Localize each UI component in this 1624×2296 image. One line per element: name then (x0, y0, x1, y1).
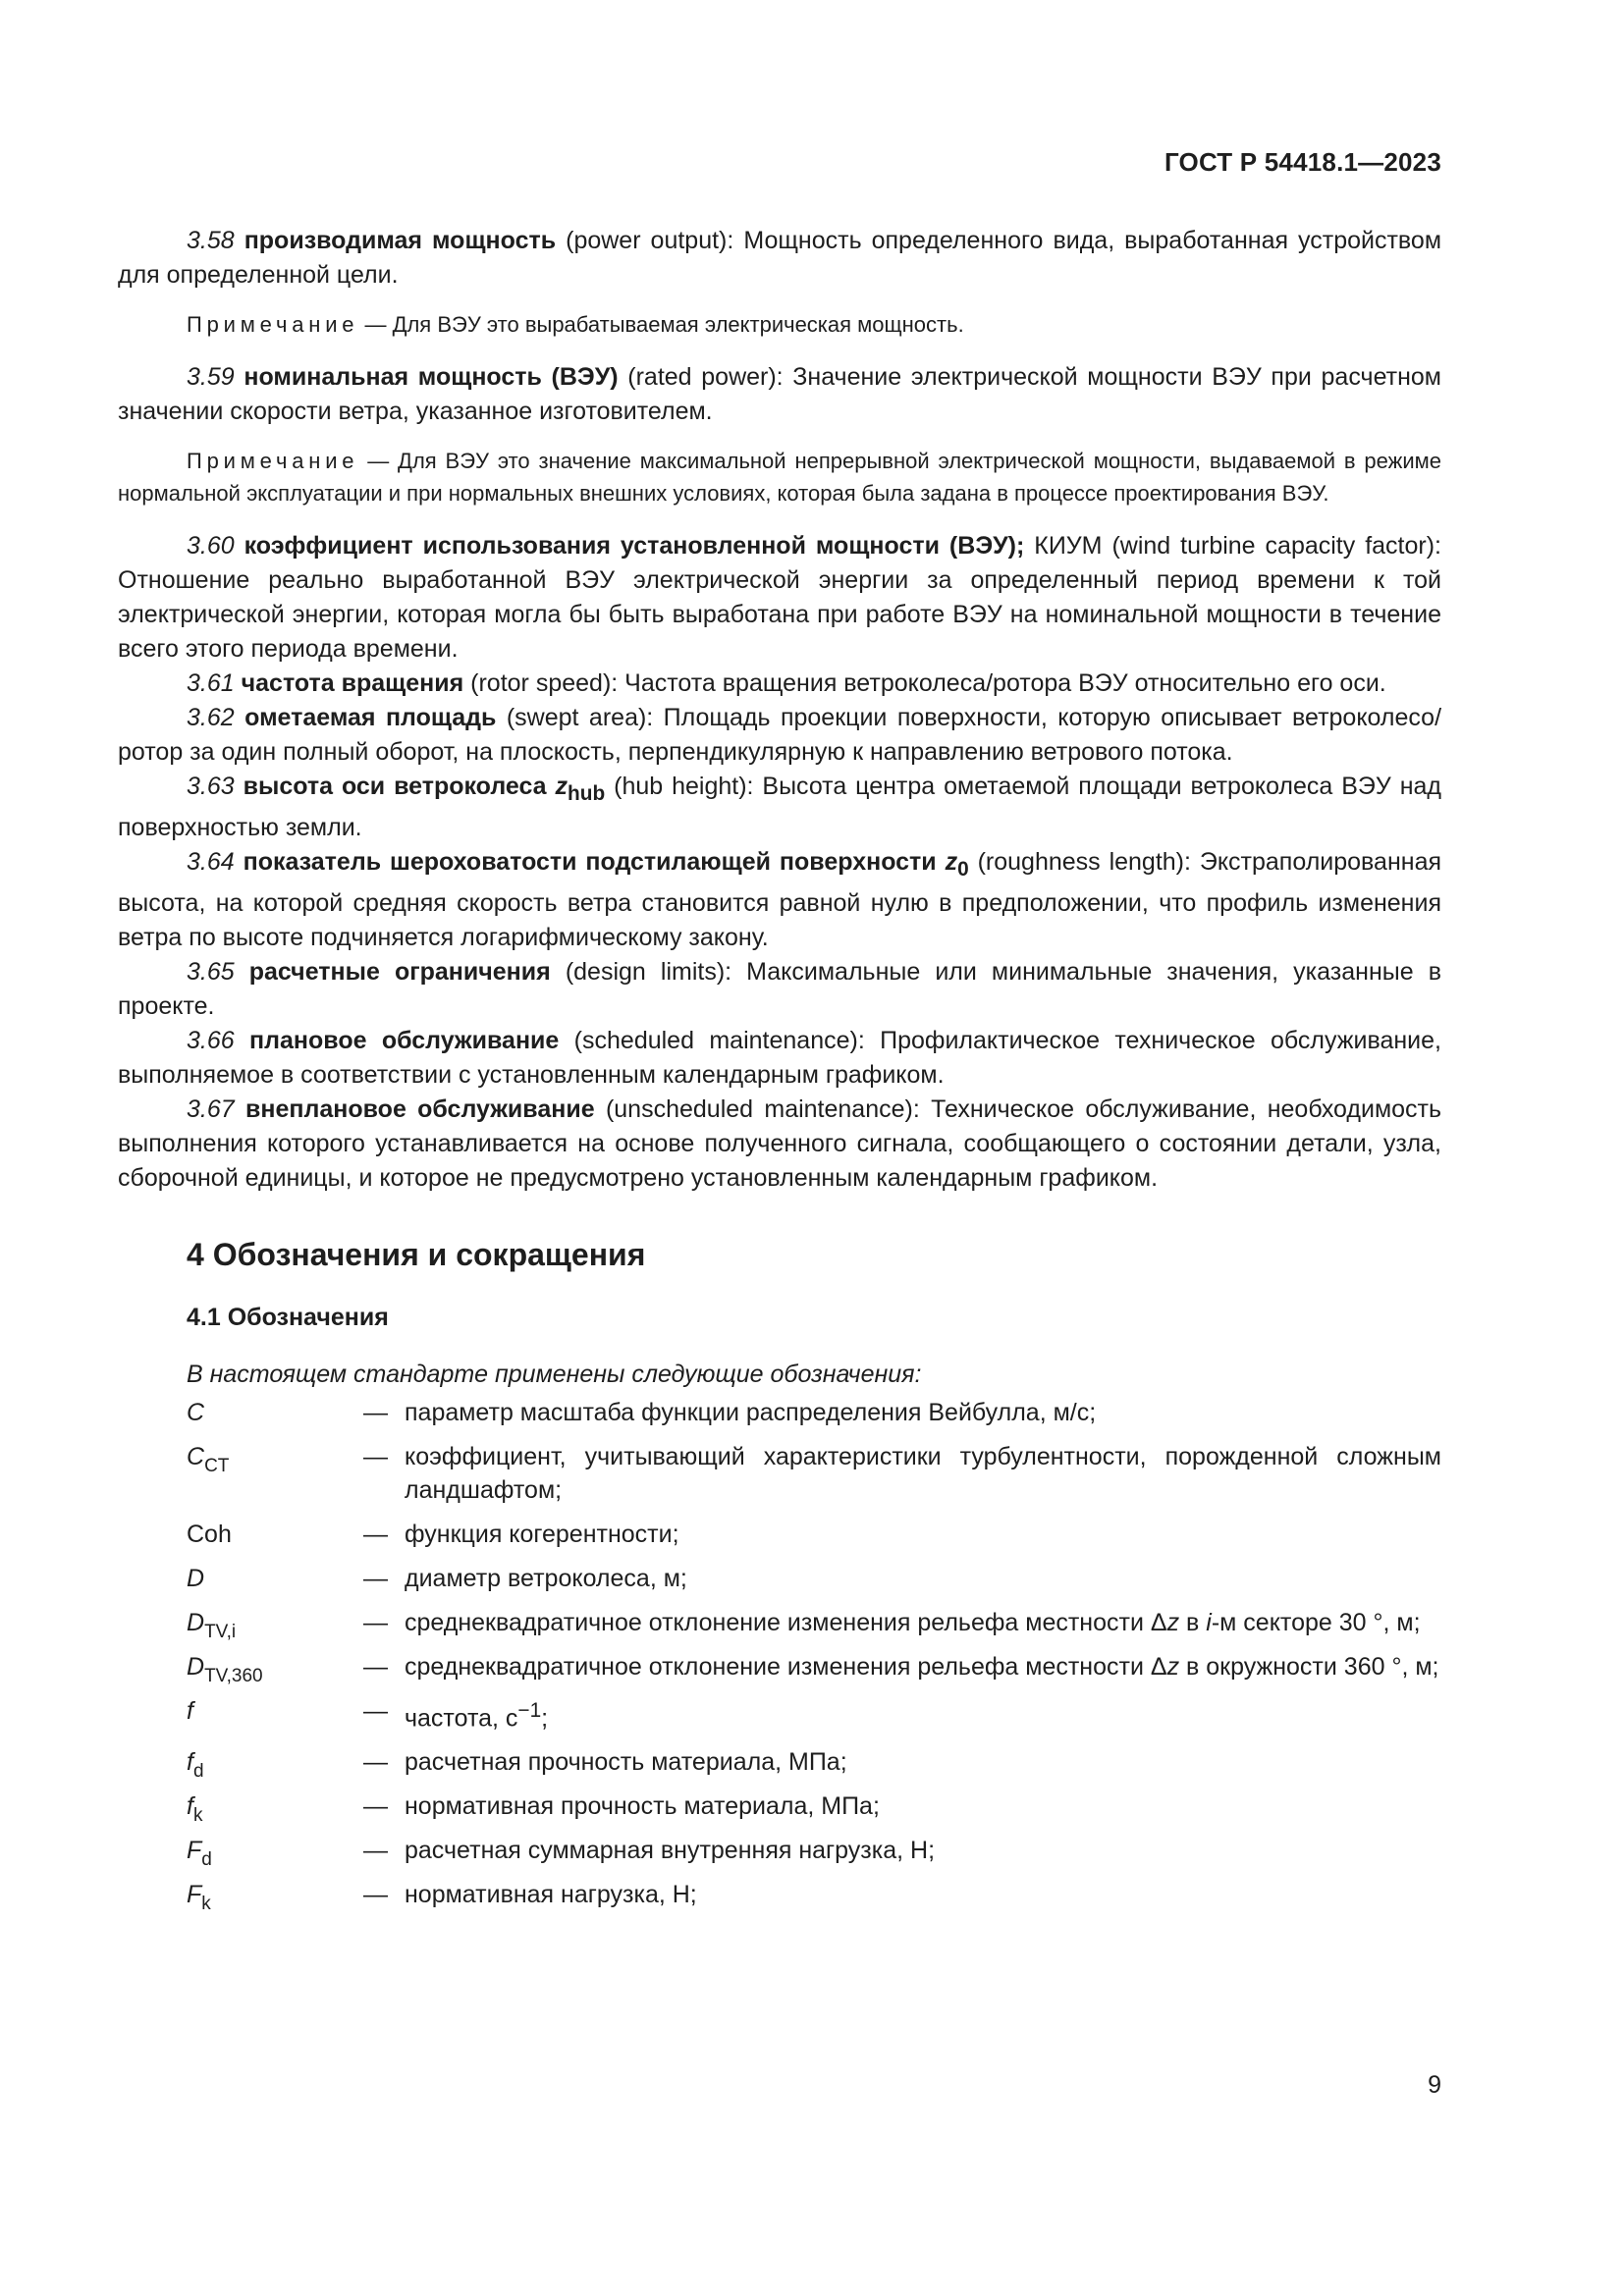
symbol-description: нормативная нагрузка, Н; (405, 1881, 697, 1909)
desc-variable: i (1206, 1609, 1212, 1636)
symbol-subscript: d (192, 1761, 204, 1783)
term-definition: (rotor speed): Частота вращения ветроколеса/ротора ВЭУ относительно его оси. (463, 669, 1386, 697)
term-symbol: z (945, 848, 958, 876)
term-name: производимая мощность (244, 227, 557, 254)
document-id-header: ГОСТ Р 54418.1—2023 (1164, 147, 1441, 177)
symbol (118, 1878, 363, 1915)
dash: — (363, 1521, 388, 1548)
symbol (118, 1518, 363, 1551)
symbol-row (118, 1562, 1441, 1595)
dash: — (363, 1565, 388, 1592)
term-definition: (scheduled maintenance): Профилактическое техническое обслуживание, выполняемое в соответствии с установленным календарным графиком. (118, 1027, 1441, 1089)
symbol-row (118, 1440, 1441, 1507)
symbol-subscript: d (201, 1849, 212, 1871)
symbol-description (405, 1694, 1441, 1735)
symbol-base: D (187, 1609, 205, 1636)
symbol-subscript: TV,360 (204, 1666, 263, 1686)
dash: — (363, 1792, 388, 1821)
dash: — (363, 1443, 388, 1470)
term-3-62 (118, 701, 1441, 770)
desc-text: частота, с (405, 1704, 518, 1733)
symbol-base: F (187, 1881, 202, 1909)
symbol-base: f (187, 1748, 193, 1777)
symbol-row (118, 1396, 1441, 1429)
symbol (118, 1834, 363, 1871)
symbol-row (118, 1878, 1441, 1915)
symbols-list (118, 1396, 1441, 1915)
term-3-66 (118, 1024, 1441, 1093)
note-3-58 (118, 308, 1441, 341)
term-number: 3.62 (187, 704, 235, 731)
dash: — (363, 1609, 388, 1636)
term-definition: (roughness length): Экстраполированная высота, на которой средняя скорость ветра становится равной нулю в предположении, что профиль изменения ветра по высоте подчиняется логарифмическому закону. (118, 848, 1442, 951)
term-name: высота оси ветроколеса (243, 773, 547, 800)
symbol-description: параметр масштаба функции распределения Вейбулла, м/с; (405, 1399, 1097, 1426)
term-3-67 (118, 1093, 1441, 1196)
symbol (118, 1396, 363, 1429)
symbol-base: F (187, 1837, 202, 1865)
term-symbol: z (555, 773, 568, 800)
term-name: частота вращения (241, 669, 464, 697)
symbol (118, 1440, 363, 1476)
term-definition: КИУМ (wind turbine capacity factor): Отношение реально выработанной ВЭУ электрической энергии за определенный период времени к той электрической энергии, которая могла бы быть выработана при работе ВЭУ на номинальной мощности в течение всего этого периода времени. (118, 532, 1441, 663)
symbol (118, 1745, 363, 1783)
symbol-description: расчетная прочность материала, МПа; (405, 1748, 847, 1777)
term-definition: (swept area): Площадь проекции поверхности, которую описывает ветроколесо/ротор за один полный оборот, на плоскость, перпендикулярную к направлению ветрового потока. (118, 704, 1442, 766)
term-number: 3.63 (187, 773, 235, 800)
term-name: плановое обслуживание (249, 1027, 560, 1054)
desc-superscript: −1 (517, 1699, 542, 1722)
symbol-row (118, 1834, 1441, 1871)
note-text: — Для ВЭУ это вырабатываемая электрическая мощность. (358, 312, 964, 337)
symbol (118, 1650, 363, 1686)
term-definition: (power output): Мощность определенного вида, выработанная устройством для определенной цели. (118, 227, 1442, 289)
symbol-subscript: k (192, 1805, 203, 1827)
symbol-row (118, 1518, 1441, 1551)
symbol-description (405, 1606, 1441, 1639)
symbol (118, 1562, 363, 1595)
term-name: показатель шероховатости подстилающей поверхности (243, 848, 937, 876)
desc-text: среднеквадратичное отклонение изменения рельефа местности Δ (405, 1609, 1167, 1636)
dash: — (363, 1653, 388, 1681)
term-definition: (unscheduled maintenance): Техническое обслуживание, необходимость выполнения которого устанавливается на основе полученного сигнала, сообщающего о состоянии детали, узла, сборочной единицы, и которое не предусмотрено установленным календарным графиком. (118, 1095, 1442, 1192)
note-text: — Для ВЭУ это значение максимальной непрерывной электрической мощности, выдаваемой в режиме нормальной эксплуатации и при нормальных внешних условиях, которая была задана в процессе проектирования ВЭУ. (118, 449, 1441, 506)
symbol-row (118, 1606, 1441, 1642)
dash: — (363, 1837, 388, 1865)
note-3-59 (118, 445, 1441, 509)
desc-text: ; (541, 1704, 549, 1733)
symbol-row (118, 1694, 1441, 1735)
symbols-intro: В настоящем стандарте применены следующие обозначения: (187, 1361, 922, 1388)
symbol-description: функция когерентности; (405, 1521, 679, 1548)
term-3-58 (118, 224, 1441, 293)
term-3-60 (118, 529, 1441, 667)
symbol-subscript: CT (204, 1456, 230, 1476)
page-content (118, 224, 1441, 1922)
symbol-description: расчетная суммарная внутренняя нагрузка, Н; (405, 1837, 936, 1865)
symbol-base: Coh (187, 1521, 232, 1548)
term-3-59 (118, 360, 1441, 429)
term-number: 3.61 (187, 669, 235, 697)
symbol-description: коэффициент, учитывающий характеристики турбулентности, порожденной сложным ландшафтом; (405, 1443, 1441, 1504)
symbol-subscript: k (201, 1894, 211, 1915)
symbol-row (118, 1745, 1441, 1783)
term-symbol-subscript: hub (568, 782, 606, 805)
term-number: 3.60 (187, 532, 235, 560)
term-number: 3.67 (187, 1095, 235, 1123)
term-number: 3.59 (187, 363, 235, 391)
dash: — (363, 1881, 388, 1909)
term-name: расчетные ограничения (248, 958, 551, 986)
symbol (118, 1606, 363, 1642)
symbol-base: C (187, 1399, 205, 1426)
symbol-row (118, 1650, 1441, 1686)
term-symbol-subscript: 0 (957, 858, 969, 881)
symbol-base: D (187, 1565, 205, 1592)
symbol-description: нормативная прочность материала, МПа; (405, 1792, 880, 1821)
term-definition: (rated power): Значение электрической мощности ВЭУ при расчетном значении скорости ветра, указанное изготовителем. (118, 363, 1441, 425)
symbol-base: f (187, 1697, 193, 1725)
dash: — (363, 1399, 388, 1426)
dash: — (363, 1748, 388, 1777)
term-name: коэффициент использования установленной мощности (ВЭУ); (244, 532, 1025, 560)
term-3-64 (118, 845, 1441, 955)
desc-variable: z (1166, 1653, 1180, 1681)
symbol-row (118, 1789, 1441, 1827)
term-number: 3.66 (187, 1027, 235, 1054)
term-number: 3.65 (187, 958, 235, 986)
desc-text: -м секторе 30 °, м; (1211, 1609, 1421, 1636)
term-number: 3.58 (187, 227, 235, 254)
note-label: Примечание (187, 312, 359, 337)
desc-variable: z (1166, 1609, 1180, 1636)
term-name: внеплановое обслуживание (245, 1095, 595, 1123)
symbol-subscript: TV,i (204, 1622, 237, 1642)
symbol-description (405, 1650, 1441, 1683)
section-title: 4 Обозначения и сокращения (187, 1237, 646, 1272)
desc-text: среднеквадратичное отклонение изменения рельефа местности Δ (405, 1653, 1167, 1681)
term-definition: (design limits): Максимальные или минимальные значения, указанные в проекте. (118, 958, 1441, 1020)
symbol-description: диаметр ветроколеса, м; (405, 1565, 687, 1592)
desc-text: в окружности 360 °, м; (1179, 1653, 1439, 1681)
desc-text: в (1179, 1609, 1207, 1636)
term-name: ометаемая площадь (244, 704, 497, 731)
term-3-65 (118, 955, 1441, 1024)
note-label: Примечание (187, 449, 359, 473)
symbol-base: D (187, 1653, 205, 1681)
term-number: 3.64 (187, 848, 235, 876)
symbol (118, 1694, 363, 1728)
term-3-63 (118, 770, 1441, 845)
term-definition: (hub height): Высота центра ометаемой площади ветроколеса ВЭУ над поверхностью земли. (118, 773, 1441, 841)
symbol (118, 1789, 363, 1827)
dash: — (363, 1697, 388, 1725)
page-number: 9 (1428, 2071, 1441, 2099)
subsection-title: 4.1 Обозначения (187, 1304, 389, 1331)
term-3-61 (118, 667, 1441, 701)
symbol-base: C (187, 1443, 205, 1470)
term-name: номинальная мощность (ВЭУ) (244, 363, 619, 391)
symbol-base: f (187, 1792, 193, 1821)
